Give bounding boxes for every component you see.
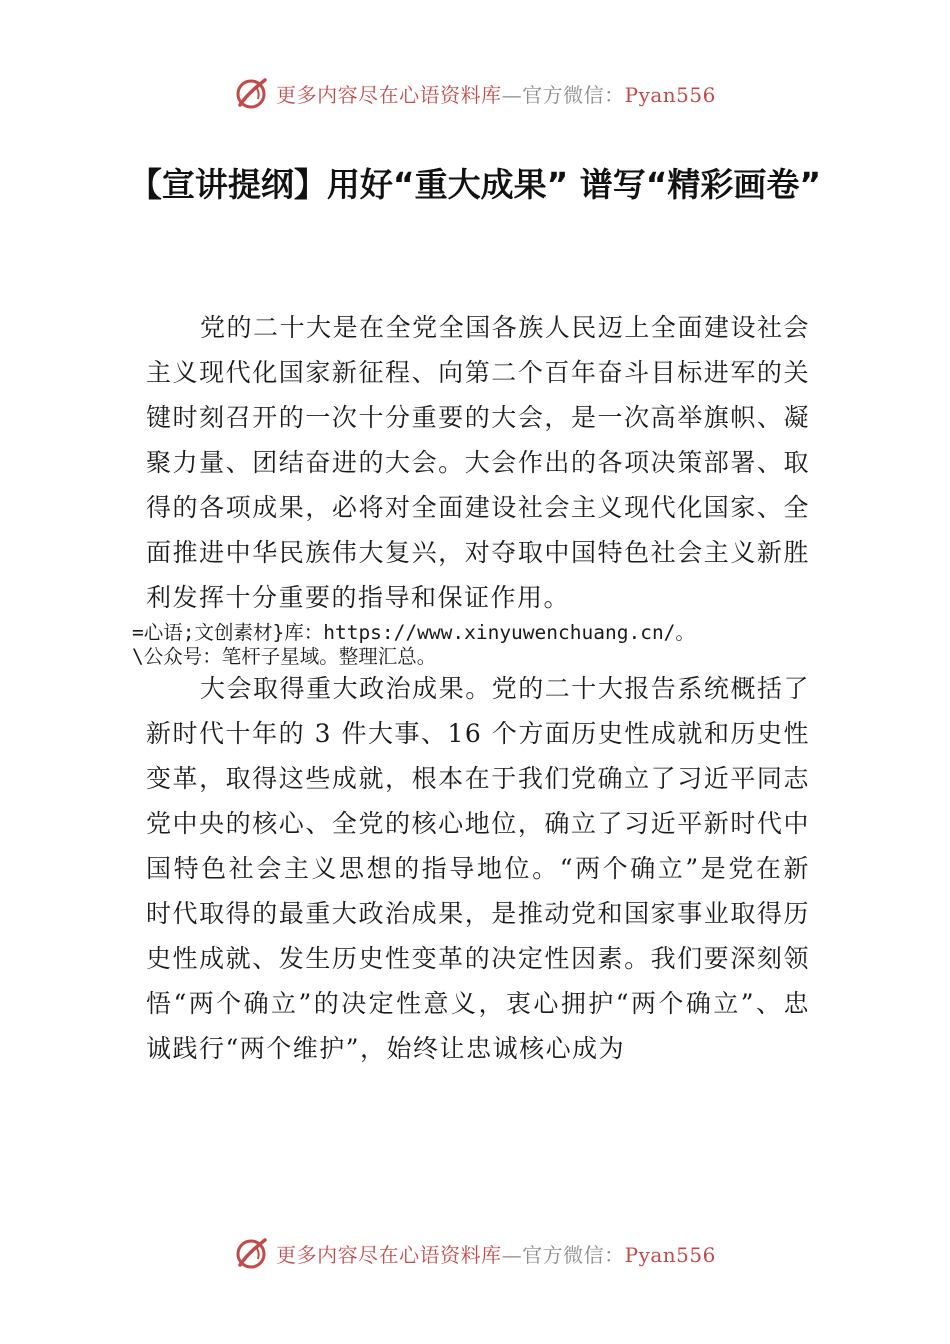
header-banner-text	[276, 79, 716, 108]
header-banner	[0, 73, 950, 113]
footer-banner	[0, 1233, 950, 1273]
header-wechat-id: Pyan556	[624, 82, 716, 107]
document-title: 【宣讲提纲】用好“重大成果” 谱写“精彩画卷”	[128, 165, 822, 204]
footer-wechat-label: 官方微信：	[522, 1242, 625, 1267]
source-line-1: =心语;文创素材}库：https://www.xinyuwenchuang.cn/。	[132, 621, 695, 644]
brush-logo-icon	[234, 75, 270, 111]
footer-wechat-id: Pyan556	[624, 1242, 716, 1267]
paragraph-2: 大会取得重大政治成果。党的二十大报告系统概括了新时代十年的 3 件大事、16 个方面历史性成就和历史性变革，取得这些成就，根本在于我们党确立了习近平同志党中央的核心、全党的核心地位，确立了习近平新时代中国特色社会主义思想的指导地位。“两个确立”是党在新时代取得的最重大政治成果，是推动党和国家事业取得历史性成就、发生历史性变革的决定性因素。我们要深刻领悟“两个确立”的决定性意义，衷心拥护“两个确立”、忠诚践行“两个维护”，始终让忠诚核心成为	[146, 674, 810, 1063]
footer-banner-text	[276, 1239, 716, 1268]
brush-logo-icon	[234, 1235, 270, 1271]
header-site-text: 更多内容尽在心语资料库	[276, 82, 502, 107]
header-dash: —	[501, 82, 523, 107]
footer-site-text: 更多内容尽在心语资料库	[276, 1242, 502, 1267]
source-note	[132, 621, 822, 669]
header-wechat-label: 官方微信：	[522, 82, 625, 107]
footer-dash: —	[501, 1242, 523, 1267]
source-line-2: \公众号：笔杆子星域。整理汇总。	[132, 645, 437, 668]
paragraph-1: 党的二十大是在全党全国各族人民迈上全面建设社会主义现代化国家新征程、向第二个百年奋斗目标进军的关键时刻召开的一次十分重要的大会，是一次高举旗帜、凝聚力量、团结奋进的大会。大会作出的各项决策部署、取得的各项成果，必将对全面建设社会主义现代化国家、全面推进中华民族伟大复兴，对夺取中国特色社会主义新胜利发挥十分重要的指导和保证作用。	[146, 313, 810, 612]
